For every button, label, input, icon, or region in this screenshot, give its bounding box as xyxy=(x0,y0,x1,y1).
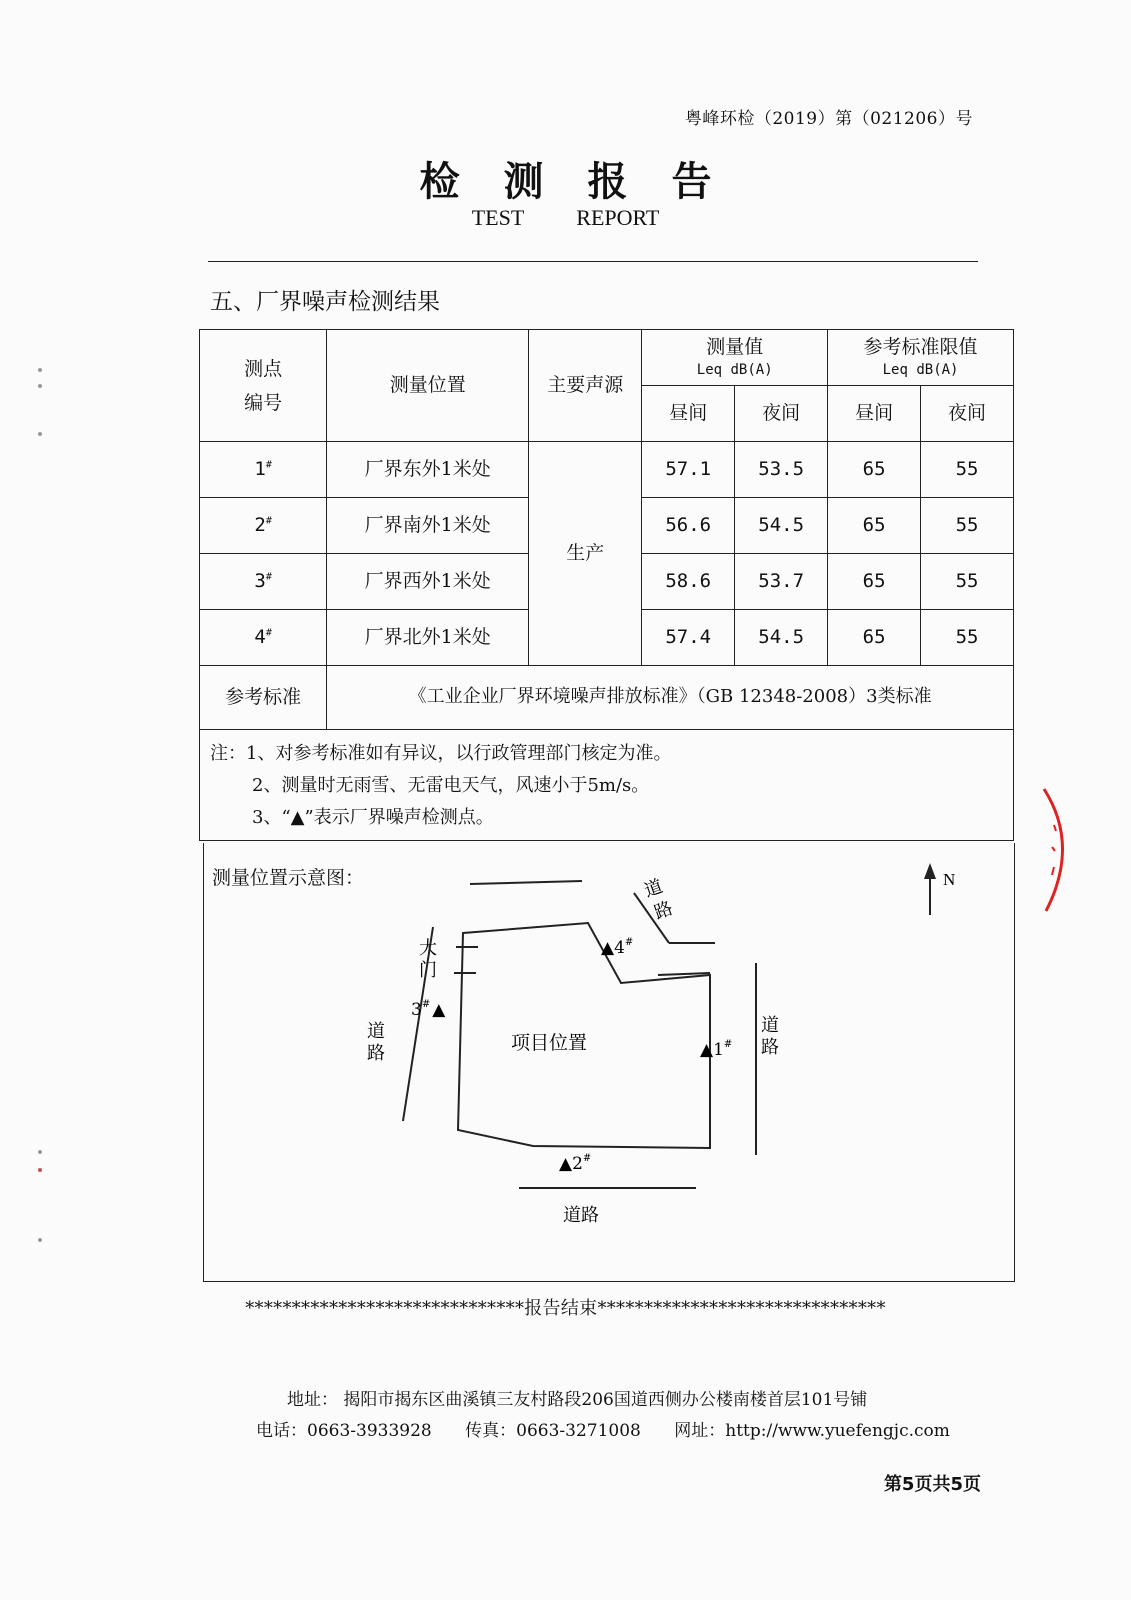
night-value: 53.7 xyxy=(735,554,828,610)
footer-fax: 传真：0663-3271008 xyxy=(465,1421,641,1441)
ref-value: 《工业企业厂界环境噪声排放标准》（GB 12348-2008）3类标准 xyxy=(327,666,1014,730)
night-value: 54.5 xyxy=(735,610,828,666)
note-3: 3、“▲”表示厂界噪声检测点。 xyxy=(252,807,494,828)
point-no: 1# xyxy=(200,442,327,498)
point-3-label: 3# ▲ xyxy=(411,999,446,1020)
scan-speck xyxy=(38,432,42,436)
point-2-label: ▲2# xyxy=(559,1153,592,1174)
location-cell: 厂界北外1米处 xyxy=(327,610,529,666)
point-4-label: ▲4# xyxy=(601,937,634,958)
measured-unit: Leq dB(A) xyxy=(696,361,773,378)
header-std-day: 昼间 xyxy=(828,386,921,442)
diagram-title: 测量位置示意图： xyxy=(212,867,365,889)
section-title: 五、厂界噪声检测结果 xyxy=(210,289,440,315)
road-label-ne-1: 道 xyxy=(641,875,666,902)
scan-speck xyxy=(38,1168,42,1172)
seal-stamp-edge xyxy=(1040,785,1080,915)
north-label: N xyxy=(943,870,956,889)
header-standard: 参考标准限值 Leq dB(A) xyxy=(828,330,1014,386)
header-source: 主要声源 xyxy=(529,330,642,442)
title-en-word-2: REPORT xyxy=(576,205,660,230)
footer-phone: 电话：0663-3933928 xyxy=(256,1421,432,1441)
header-day: 昼间 xyxy=(642,386,735,442)
notes-cell xyxy=(200,730,1014,841)
header-night: 夜间 xyxy=(735,386,828,442)
road-label-east-2: 路 xyxy=(761,1037,779,1058)
std-day-value: 65 xyxy=(828,442,921,498)
footer-address: 地址： 揭阳市揭东区曲溪镇三友村路段206国道西侧办公楼南楼首层101号铺 xyxy=(287,1390,868,1410)
notes-row xyxy=(200,730,1014,841)
document-title: 检测报告 xyxy=(419,158,756,205)
road-label-east-1: 道 xyxy=(761,1015,779,1036)
std-night-value: 55 xyxy=(921,442,1014,498)
header-std-night: 夜间 xyxy=(921,386,1014,442)
location-cell: 厂界西外1米处 xyxy=(327,554,529,610)
header-point-no: 测点编号 xyxy=(200,330,327,442)
noise-results-table xyxy=(199,329,1014,841)
scan-speck xyxy=(38,1238,42,1242)
std-night-value: 55 xyxy=(921,554,1014,610)
header-location: 测量位置 xyxy=(327,330,529,442)
gate-label-2: 门 xyxy=(419,960,437,981)
point-no: 3# xyxy=(200,554,327,610)
footer-contacts xyxy=(256,1416,978,1441)
note-2: 2、测量时无雨雪、无雷电天气，风速小于5m/s。 xyxy=(252,775,650,796)
report-end-line: ******************************报告结束******************************* xyxy=(245,1298,886,1319)
north-arrow-icon xyxy=(924,863,936,915)
day-value: 58.6 xyxy=(642,554,735,610)
std-night-value: 55 xyxy=(921,610,1014,666)
page-number: 第5页共5页 xyxy=(883,1474,981,1495)
road-label-ne-2: 路 xyxy=(651,897,676,924)
night-value: 53.5 xyxy=(735,442,828,498)
gate-label-1: 大 xyxy=(419,938,437,959)
scan-speck xyxy=(38,368,42,372)
day-value: 57.4 xyxy=(642,610,735,666)
site-map xyxy=(203,843,1015,1282)
road-label-west-1: 道 xyxy=(367,1021,385,1042)
road-label-west-2: 路 xyxy=(367,1043,385,1064)
title-en-word-1: TEST xyxy=(471,205,525,230)
location-cell: 厂界南外1米处 xyxy=(327,498,529,554)
source-cell: 生产 xyxy=(529,442,642,666)
report-number: 粤峰环检（2019）第（021206）号 xyxy=(684,109,973,129)
header-measured: 测量值 Leq dB(A) xyxy=(642,330,828,386)
ref-label: 参考标准 xyxy=(200,666,327,730)
note-1: 注：1、对参考标准如有异议，以行政管理部门核定为准。 xyxy=(210,743,672,764)
road-line-north xyxy=(470,881,582,884)
std-day-value: 65 xyxy=(828,610,921,666)
table-row xyxy=(200,442,1014,498)
standard-unit: Leq dB(A) xyxy=(882,361,959,378)
scan-speck xyxy=(38,384,42,388)
day-value: 56.6 xyxy=(642,498,735,554)
scan-speck xyxy=(38,1150,42,1154)
std-day-value: 65 xyxy=(828,554,921,610)
point-no: 4# xyxy=(200,610,327,666)
std-night-value: 55 xyxy=(921,498,1014,554)
location-cell: 厂界东外1米处 xyxy=(327,442,529,498)
document-title-en xyxy=(0,205,1131,231)
point-no: 2# xyxy=(200,498,327,554)
std-day-value: 65 xyxy=(828,498,921,554)
road-label-south: 道路 xyxy=(563,1205,599,1226)
header-rule xyxy=(208,261,978,262)
project-label: 项目位置 xyxy=(511,1032,588,1054)
footer-web: 网址：http://www.yuefengjc.com xyxy=(674,1421,950,1441)
night-value: 54.5 xyxy=(735,498,828,554)
day-value: 57.1 xyxy=(642,442,735,498)
point-1-label: ▲1# xyxy=(700,1039,733,1060)
reference-standard-row xyxy=(200,666,1014,730)
